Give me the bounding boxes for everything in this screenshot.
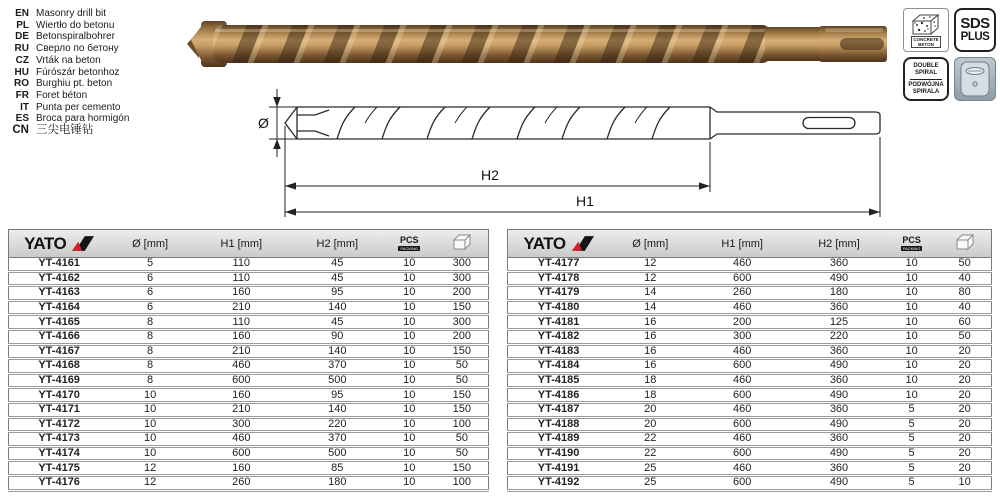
language-text: Betonspiralbohrer <box>36 31 115 43</box>
box-qty-cell: 20 <box>938 359 991 374</box>
language-text: Foret béton <box>36 89 88 101</box>
pcs-cell: 5 <box>885 461 938 476</box>
pcs-cell: 10 <box>383 329 436 344</box>
h1-cell: 210 <box>191 300 292 315</box>
model-cell: YT-4178 <box>508 271 610 286</box>
box-qty-cell: 20 <box>938 461 991 476</box>
h1-cell: 460 <box>691 300 793 315</box>
language-text: Сверло по бетону <box>36 43 119 55</box>
h2-cell: 360 <box>793 461 885 476</box>
pcs-cell: 10 <box>885 271 938 286</box>
box-qty-cell: 20 <box>938 446 991 461</box>
pcs-cell: 10 <box>885 329 938 344</box>
pcs-cell: 10 <box>885 344 938 359</box>
h1-label: H1 <box>576 193 594 209</box>
pcs-cell: 10 <box>383 475 436 490</box>
h2-cell: 490 <box>793 271 885 286</box>
h2-cell: 360 <box>793 344 885 359</box>
h1-cell: 460 <box>191 359 292 374</box>
h2-cell: 125 <box>793 315 885 330</box>
table-row <box>9 446 489 461</box>
table-body-right <box>508 258 992 491</box>
h2-cell: 220 <box>793 329 885 344</box>
model-cell: YT-4171 <box>9 402 110 417</box>
feature-badges <box>903 8 996 101</box>
pcs-cell: 10 <box>383 300 436 315</box>
h1-cell: 600 <box>691 417 793 432</box>
language-row <box>8 125 129 137</box>
pcs-cell: 10 <box>383 373 436 388</box>
box-qty-cell: 20 <box>938 402 991 417</box>
diameter-cell: 14 <box>609 300 691 315</box>
model-cell: YT-4185 <box>508 373 610 388</box>
h1-cell: 210 <box>191 344 292 359</box>
language-row <box>8 20 129 32</box>
diameter-cell: 8 <box>109 329 191 344</box>
pcs-cell: 10 <box>383 461 436 476</box>
diameter-cell: 10 <box>109 446 191 461</box>
language-code: HU <box>14 66 29 78</box>
model-cell: YT-4190 <box>508 446 610 461</box>
model-cell: YT-4177 <box>508 258 610 272</box>
box-qty-cell: 150 <box>436 300 489 315</box>
h1-cell: 600 <box>191 373 292 388</box>
h1-cell: 210 <box>191 402 292 417</box>
box-qty-cell: 300 <box>436 258 489 272</box>
model-cell: YT-4169 <box>9 373 110 388</box>
h1-cell: 260 <box>191 475 292 490</box>
pcs-cell: 10 <box>885 300 938 315</box>
language-text: Burghiu pt. beton <box>36 78 113 90</box>
diameter-cell: 25 <box>609 475 691 490</box>
model-cell: YT-4174 <box>9 446 110 461</box>
h1-cell: 600 <box>691 271 793 286</box>
language-text: Masonry drill bit <box>36 8 107 19</box>
col-header-h1: H1 [mm] <box>191 230 292 258</box>
diameter-cell: 16 <box>609 329 691 344</box>
table-row <box>9 329 489 344</box>
pcs-cell: 10 <box>885 388 938 403</box>
h2-cell: 90 <box>292 329 383 344</box>
h1-cell: 260 <box>691 286 793 301</box>
language-row <box>8 55 129 67</box>
language-code: CN <box>12 124 29 137</box>
table-row <box>9 359 489 374</box>
table-row <box>508 446 992 461</box>
language-row <box>8 67 129 79</box>
col-header-diameter: Ø [mm] <box>109 230 191 258</box>
language-code: DE <box>15 31 29 43</box>
sds-shank-badge <box>954 57 996 101</box>
model-cell: YT-4173 <box>9 432 110 447</box>
pcs-cell: 10 <box>885 373 938 388</box>
diameter-cell: 20 <box>609 402 691 417</box>
model-cell: YT-4186 <box>508 388 610 403</box>
h1-cell: 110 <box>191 271 292 286</box>
table-row <box>508 300 992 315</box>
language-row <box>8 31 129 43</box>
table-row <box>9 286 489 301</box>
spec-table-right <box>507 229 992 492</box>
language-code: IT <box>20 101 29 113</box>
box-qty-cell: 80 <box>938 286 991 301</box>
table-row <box>508 359 992 374</box>
table-row <box>508 258 992 272</box>
table-row <box>508 475 992 490</box>
pcs-cell: 10 <box>383 417 436 432</box>
pcs-cell: 10 <box>885 286 938 301</box>
h2-label: H2 <box>481 167 499 183</box>
col-header-carton <box>938 230 991 258</box>
col-header-carton <box>436 230 489 258</box>
language-code: ES <box>15 113 29 125</box>
pcs-cell: 10 <box>383 344 436 359</box>
table-row <box>508 402 992 417</box>
table-row <box>9 417 489 432</box>
diameter-cell: 6 <box>109 300 191 315</box>
h1-cell: 600 <box>191 446 292 461</box>
h2-cell: 95 <box>292 388 383 403</box>
box-qty-cell: 10 <box>938 475 991 490</box>
box-qty-cell: 150 <box>436 402 489 417</box>
table-body-left <box>9 258 489 491</box>
h1-cell: 460 <box>691 432 793 447</box>
language-list <box>8 8 129 137</box>
h2-cell: 180 <box>793 286 885 301</box>
h2-cell: 360 <box>793 373 885 388</box>
language-row <box>8 8 129 20</box>
box-qty-cell: 150 <box>436 461 489 476</box>
pcs-cell: 10 <box>383 271 436 286</box>
diameter-cell: 25 <box>609 461 691 476</box>
pcs-cell: 10 <box>383 359 436 374</box>
pcs-cell: 10 <box>885 258 938 272</box>
table-row <box>508 461 992 476</box>
h2-cell: 180 <box>292 475 383 490</box>
col-header-diameter: Ø [mm] <box>609 230 691 258</box>
concrete-block-icon <box>911 13 941 35</box>
h1-cell: 460 <box>191 432 292 447</box>
box-qty-cell: 100 <box>436 475 489 490</box>
diameter-cell: 22 <box>609 446 691 461</box>
pcs-cell: 5 <box>885 446 938 461</box>
col-header-pcs: PCS PACKING <box>885 230 938 258</box>
h1-cell: 300 <box>691 329 793 344</box>
model-cell: YT-4162 <box>9 271 110 286</box>
box-qty-cell: 50 <box>436 373 489 388</box>
diameter-label: Ø <box>258 115 269 131</box>
table-row <box>508 417 992 432</box>
concrete-badge-label: CONCRETE BETON <box>913 36 939 47</box>
pcs-cell: 10 <box>885 359 938 374</box>
h2-cell: 45 <box>292 315 383 330</box>
diameter-cell: 12 <box>609 258 691 272</box>
yato-logo-text: YATO <box>24 233 67 253</box>
box-qty-cell: 150 <box>436 388 489 403</box>
model-cell: YT-4176 <box>9 475 110 490</box>
h1-cell: 460 <box>691 344 793 359</box>
table-row <box>9 258 489 272</box>
diameter-cell: 10 <box>109 388 191 403</box>
box-qty-cell: 100 <box>436 417 489 432</box>
yato-logo-text: YATO <box>523 233 566 253</box>
language-row <box>8 78 129 90</box>
language-code: FR <box>15 89 29 101</box>
h1-cell: 110 <box>191 315 292 330</box>
h1-cell: 110 <box>191 258 292 272</box>
diameter-cell: 8 <box>109 344 191 359</box>
table-row <box>9 373 489 388</box>
table-row <box>9 475 489 490</box>
table-row <box>9 300 489 315</box>
model-cell: YT-4165 <box>9 315 110 330</box>
h2-cell: 45 <box>292 271 383 286</box>
diameter-cell: 22 <box>609 432 691 447</box>
yato-logo-mark <box>70 235 94 252</box>
spec-table-left <box>8 229 489 492</box>
table-row <box>9 315 489 330</box>
h1-cell: 600 <box>691 475 793 490</box>
box-qty-cell: 50 <box>938 258 991 272</box>
model-cell: YT-4180 <box>508 300 610 315</box>
language-text: Wiertło do betonu <box>36 19 115 31</box>
pcs-cell: 10 <box>383 446 436 461</box>
h1-cell: 600 <box>691 388 793 403</box>
table-row <box>508 329 992 344</box>
diameter-cell: 5 <box>109 258 191 272</box>
box-qty-cell: 40 <box>938 300 991 315</box>
language-text: Broca para hormigón <box>36 113 130 125</box>
language-code: RO <box>14 78 29 90</box>
box-qty-cell: 20 <box>938 344 991 359</box>
diameter-cell: 6 <box>109 271 191 286</box>
h1-cell: 600 <box>691 446 793 461</box>
drill-bit-photo <box>185 10 890 78</box>
h2-cell: 500 <box>292 373 383 388</box>
diameter-cell: 16 <box>609 359 691 374</box>
table-row <box>9 271 489 286</box>
model-cell: YT-4170 <box>9 388 110 403</box>
h1-cell: 460 <box>691 373 793 388</box>
table-row <box>508 344 992 359</box>
diameter-cell: 16 <box>609 315 691 330</box>
table-row <box>9 402 489 417</box>
h2-cell: 490 <box>793 446 885 461</box>
diameter-cell: 10 <box>109 432 191 447</box>
language-row <box>8 90 129 102</box>
model-cell: YT-4181 <box>508 315 610 330</box>
model-cell: YT-4189 <box>508 432 610 447</box>
box-qty-cell: 20 <box>938 373 991 388</box>
pcs-cell: 10 <box>383 432 436 447</box>
model-cell: YT-4183 <box>508 344 610 359</box>
diameter-cell: 14 <box>609 286 691 301</box>
h2-cell: 360 <box>793 402 885 417</box>
model-cell: YT-4167 <box>9 344 110 359</box>
table-row <box>508 271 992 286</box>
model-cell: YT-4192 <box>508 475 610 490</box>
diameter-cell: 10 <box>109 417 191 432</box>
box-qty-cell: 50 <box>938 329 991 344</box>
h1-cell: 600 <box>691 359 793 374</box>
col-header-h1: H1 [mm] <box>691 230 793 258</box>
pcs-cell: 10 <box>383 258 436 272</box>
h2-cell: 500 <box>292 446 383 461</box>
h2-cell: 490 <box>793 388 885 403</box>
language-row <box>8 102 129 114</box>
product-photo <box>185 10 890 78</box>
model-cell: YT-4161 <box>9 258 110 272</box>
model-cell: YT-4179 <box>508 286 610 301</box>
carton-box-icon <box>955 234 975 250</box>
pcs-cell: 10 <box>383 286 436 301</box>
diameter-cell: 8 <box>109 373 191 388</box>
box-qty-cell: 300 <box>436 315 489 330</box>
brand-cell <box>9 230 110 258</box>
double-spiral-badge: DOUBLE SPIRAL PODWÓJNA SPIRALA <box>903 57 949 101</box>
language-code: EN <box>15 8 29 19</box>
h2-cell: 490 <box>793 359 885 374</box>
h2-cell: 140 <box>292 344 383 359</box>
h2-cell: 45 <box>292 258 383 272</box>
table-row <box>9 461 489 476</box>
h1-cell: 460 <box>691 461 793 476</box>
table-row <box>9 344 489 359</box>
h1-cell: 460 <box>691 258 793 272</box>
table-row <box>9 432 489 447</box>
h2-cell: 360 <box>793 300 885 315</box>
h2-cell: 490 <box>793 475 885 490</box>
table-row <box>508 373 992 388</box>
h1-cell: 460 <box>691 402 793 417</box>
h1-cell: 160 <box>191 286 292 301</box>
language-text: 三尖电锤钻 <box>36 124 94 137</box>
diameter-cell: 8 <box>109 315 191 330</box>
model-cell: YT-4188 <box>508 417 610 432</box>
box-qty-cell: 50 <box>436 446 489 461</box>
diameter-cell: 20 <box>609 417 691 432</box>
divider <box>910 79 943 80</box>
h1-cell: 160 <box>191 388 292 403</box>
h2-cell: 220 <box>292 417 383 432</box>
h2-cell: 140 <box>292 402 383 417</box>
h1-cell: 300 <box>191 417 292 432</box>
model-cell: YT-4184 <box>508 359 610 374</box>
diameter-cell: 8 <box>109 359 191 374</box>
h2-cell: 140 <box>292 300 383 315</box>
table-row <box>508 432 992 447</box>
h2-cell: 85 <box>292 461 383 476</box>
language-text: Fúrószár betonhoz <box>36 66 120 78</box>
h2-cell: 360 <box>793 432 885 447</box>
dimension-diagram <box>255 86 890 224</box>
carton-box-icon <box>452 234 472 250</box>
language-text: Punta per cemento <box>36 101 121 113</box>
diameter-cell: 18 <box>609 373 691 388</box>
box-qty-cell: 300 <box>436 271 489 286</box>
model-cell: YT-4164 <box>9 300 110 315</box>
box-qty-cell: 60 <box>938 315 991 330</box>
spec-tables <box>8 229 992 492</box>
h1-cell: 200 <box>691 315 793 330</box>
diameter-cell: 6 <box>109 286 191 301</box>
h2-cell: 490 <box>793 417 885 432</box>
yato-logo-mark <box>570 235 594 252</box>
language-text: Vrták na beton <box>36 54 101 66</box>
box-qty-cell: 200 <box>436 286 489 301</box>
concrete-badge <box>903 8 949 52</box>
model-cell: YT-4168 <box>9 359 110 374</box>
box-qty-cell: 50 <box>436 432 489 447</box>
model-cell: YT-4182 <box>508 329 610 344</box>
language-code: RU <box>14 43 29 55</box>
model-cell: YT-4163 <box>9 286 110 301</box>
language-code: PL <box>16 19 29 31</box>
model-cell: YT-4166 <box>9 329 110 344</box>
pcs-cell: 10 <box>383 315 436 330</box>
col-header-h2: H2 [mm] <box>793 230 885 258</box>
model-cell: YT-4187 <box>508 402 610 417</box>
h2-cell: 370 <box>292 432 383 447</box>
diameter-cell: 12 <box>109 475 191 490</box>
shank-end-icon <box>960 61 990 97</box>
pcs-cell: 5 <box>885 432 938 447</box>
dimension-drawing <box>255 86 890 224</box>
language-row <box>8 43 129 55</box>
model-cell: YT-4191 <box>508 461 610 476</box>
model-cell: YT-4175 <box>9 461 110 476</box>
pcs-cell: 5 <box>885 417 938 432</box>
box-qty-cell: 20 <box>938 432 991 447</box>
box-qty-cell: 20 <box>938 388 991 403</box>
h2-cell: 360 <box>793 258 885 272</box>
diameter-cell: 10 <box>109 402 191 417</box>
table-row <box>508 315 992 330</box>
pcs-cell: 10 <box>885 315 938 330</box>
language-code: CZ <box>15 54 29 66</box>
h2-cell: 370 <box>292 359 383 374</box>
pcs-cell: 10 <box>383 402 436 417</box>
box-qty-cell: 200 <box>436 329 489 344</box>
box-qty-cell: 40 <box>938 271 991 286</box>
h1-cell: 160 <box>191 329 292 344</box>
box-qty-cell: 50 <box>436 359 489 374</box>
table-header-row <box>508 230 992 258</box>
brand-cell <box>508 230 610 258</box>
box-qty-cell: 20 <box>938 417 991 432</box>
col-header-h2: H2 [mm] <box>292 230 383 258</box>
pcs-cell: 5 <box>885 402 938 417</box>
diameter-cell: 18 <box>609 388 691 403</box>
h1-cell: 160 <box>191 461 292 476</box>
table-row <box>9 388 489 403</box>
diameter-cell: 12 <box>609 271 691 286</box>
table-row <box>508 286 992 301</box>
box-qty-cell: 150 <box>436 344 489 359</box>
sds-plus-badge: SDS PLUS <box>954 8 996 52</box>
h2-cell: 95 <box>292 286 383 301</box>
pcs-cell: 10 <box>383 388 436 403</box>
table-header-row <box>9 230 489 258</box>
model-cell: YT-4172 <box>9 417 110 432</box>
table-row <box>508 388 992 403</box>
pcs-cell: 5 <box>885 475 938 490</box>
diameter-cell: 12 <box>109 461 191 476</box>
diameter-cell: 16 <box>609 344 691 359</box>
col-header-pcs: PCS PACKING <box>383 230 436 258</box>
